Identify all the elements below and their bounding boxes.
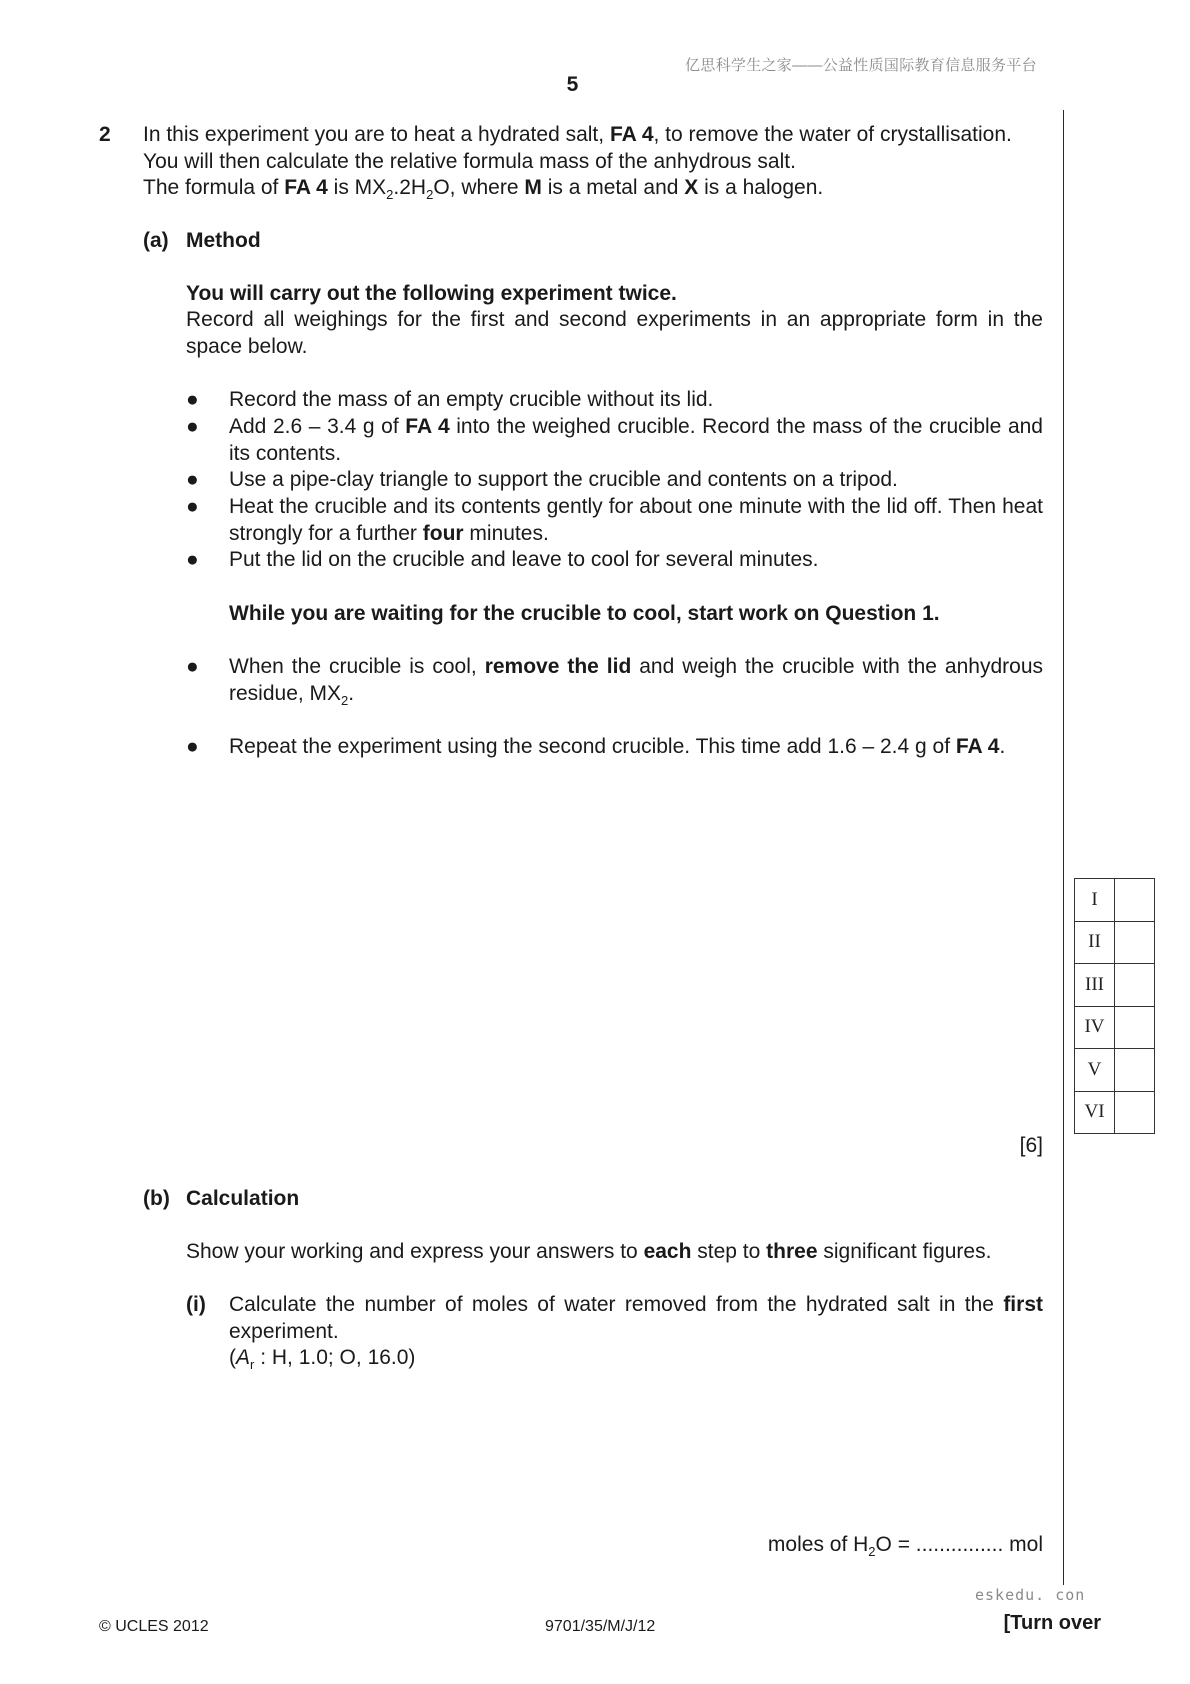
- mark-label: I: [1075, 879, 1115, 922]
- mark-row: [1075, 879, 1155, 922]
- mark-label: V: [1075, 1049, 1115, 1092]
- sub-question-text: Calculate the number of moles of water removed from the hydrated salt in the first experiment. ($A_r$ : H, 1.0; O, 16.0): [229, 1293, 1043, 1372]
- mark-box[interactable]: [1115, 1049, 1155, 1092]
- intro-line-2: You will then calculate the relative formula mass of the anhydrous salt.: [143, 149, 796, 173]
- bullet-text-3: Use a pipe-clay triangle to support the crucible and contents on a tripod.: [229, 468, 898, 491]
- mark-label: IV: [1075, 1006, 1115, 1049]
- bullet-text-4: Heat the crucible and its contents gently for about one minute with the lid off. Then heat strongly for a further four minutes.: [229, 495, 1043, 545]
- mark-grid: [1074, 878, 1155, 1134]
- question-intro: [143, 122, 1043, 202]
- relative-atomic-masses: ($A_r$ : H, 1.0; O, 16.0): [229, 1346, 416, 1372]
- sub-question-label: (i): [186, 1293, 206, 1316]
- question-number: 2: [99, 123, 111, 146]
- intro-line-3: The formula of FA 4 is $MX_2.2H_2O$, where M is a metal and X is a halogen.: [143, 176, 824, 202]
- footer-watermark: eskedu. con: [975, 1586, 1086, 1604]
- part-b-title: Calculation: [186, 1187, 300, 1210]
- mark-label: II: [1075, 921, 1115, 964]
- bullet-7: ●: [186, 735, 199, 758]
- mark-label: III: [1075, 964, 1115, 1007]
- mark-row: [1075, 1049, 1155, 1092]
- page-number: 5: [566, 73, 579, 96]
- bullet-1: ●: [186, 388, 199, 411]
- part-b-instruction: Show your working and express your answers to each step to three significant figures.: [186, 1240, 992, 1263]
- paper-code: 9701/35/M/J/12: [545, 1618, 656, 1635]
- mark-box[interactable]: [1115, 921, 1155, 964]
- header-watermark: 亿思科学生之家——公益性质国际教育信息服务平台: [685, 57, 1037, 74]
- mark-box[interactable]: [1115, 879, 1155, 922]
- bullet-text-5: Put the lid on the crucible and leave to cool for several minutes.: [229, 548, 819, 571]
- mark-row: [1075, 1091, 1155, 1134]
- mark-label: VI: [1075, 1091, 1115, 1134]
- bullet-5: ●: [186, 548, 199, 571]
- bullet-text-1: Record the mass of an empty crucible without its lid.: [229, 388, 714, 411]
- bullet-6: ●: [186, 655, 199, 678]
- waiting-instruction: While you are waiting for the crucible to cool, start work on Question 1.: [229, 602, 940, 625]
- mark-row: [1075, 964, 1155, 1007]
- mark-box[interactable]: [1115, 964, 1155, 1007]
- bullet-4: ●: [186, 495, 199, 518]
- bullet-2: ●: [186, 415, 199, 438]
- mark-box[interactable]: [1115, 1091, 1155, 1134]
- part-a-marks: [6]: [1019, 1134, 1043, 1157]
- bullet-text-6: When the crucible is cool, remove the lid and weigh the crucible with the anhydrous residue, $MX_2$.: [229, 655, 1043, 708]
- mark-row: [1075, 921, 1155, 964]
- part-a-instruction: Record all weighings for the first and second experiments in an appropriate form in the space below.: [186, 308, 1043, 358]
- part-a-label: (a): [143, 229, 169, 252]
- part-a-title: Method: [186, 229, 261, 252]
- part-b-label: (b): [143, 1187, 170, 1210]
- margin-rule: [1063, 110, 1064, 1585]
- bullet-text-7: Repeat the experiment using the second crucible. This time add 1.6 – 2.4 g of FA 4.: [229, 735, 1006, 758]
- mark-row: [1075, 1006, 1155, 1049]
- answer-line-moles-water[interactable]: moles of $H_2O$ = ............... mol: [767, 1533, 1043, 1559]
- part-a-instruction-bold: You will carry out the following experiment twice.: [186, 282, 677, 305]
- mark-box[interactable]: [1115, 1006, 1155, 1049]
- intro-line-1: In this experiment you are to heat a hydrated salt, FA 4, to remove the water of crystallisation.: [143, 123, 1012, 146]
- copyright: © UCLES 2012: [99, 1618, 209, 1635]
- bullet-text-2: Add 2.6 – 3.4 g of FA 4 into the weighed crucible. Record the mass of the crucible and its contents.: [229, 415, 1043, 465]
- bullet-3: ●: [186, 468, 199, 491]
- turn-over: [Turn over: [1003, 1612, 1101, 1634]
